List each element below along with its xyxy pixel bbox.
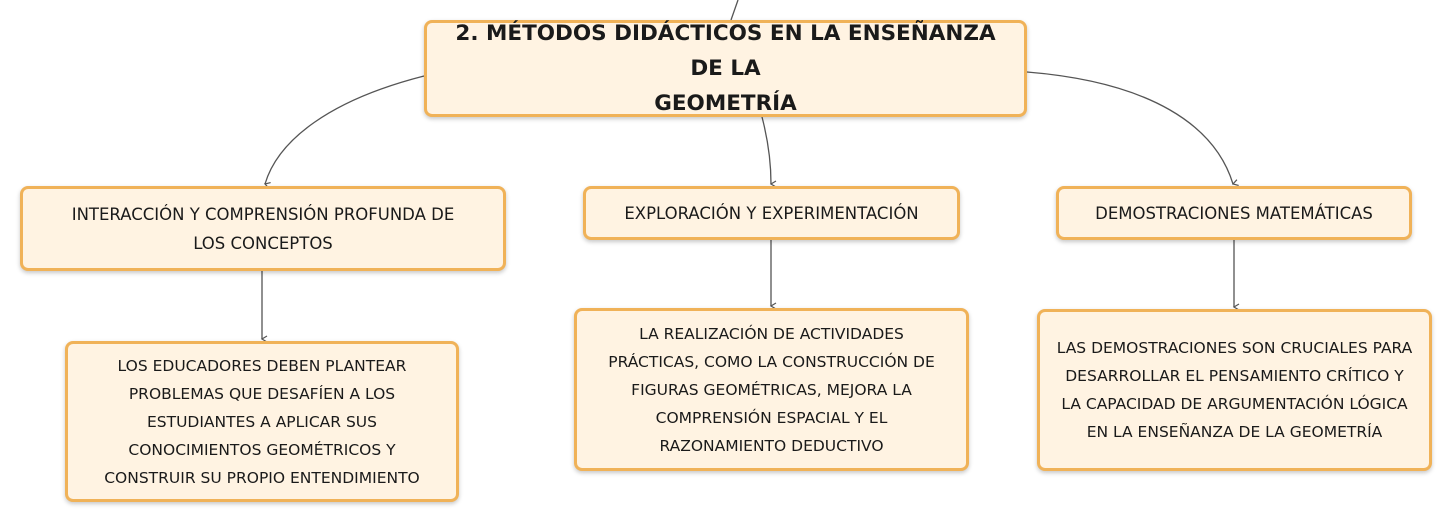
detail-text-line: ESTUDIANTES A APLICAR SUS <box>146 412 377 431</box>
detail-text-line: CONOCIMIENTOS GEOMÉTRICOS Y <box>128 440 396 459</box>
detail-text-line: CONSTRUIR SU PROPIO ENTENDIMIENTO <box>104 468 420 487</box>
detail-text-line: COMPRENSIÓN ESPACIAL Y EL <box>655 408 888 427</box>
connector-root-branch-1 <box>265 76 424 184</box>
root-title-line-2: GEOMETRÍA <box>654 91 797 116</box>
detail-text-line: DESARROLLAR EL PENSAMIENTO CRÍTICO Y <box>1065 367 1404 385</box>
branch-label-line: DEMOSTRACIONES MATEMÁTICAS <box>1095 203 1373 223</box>
detail-node-demostraciones[interactable] <box>1037 309 1432 471</box>
detail-text-line: PROBLEMAS QUE DESAFÍEN A LOS <box>128 384 396 403</box>
branch-label-line: INTERACCIÓN Y COMPRENSIÓN PROFUNDA DE <box>71 204 455 224</box>
branch-node-demostraciones[interactable] <box>1056 186 1412 240</box>
detail-text-line: EN LA ENSEÑANZA DE LA GEOMETRÍA <box>1086 423 1383 441</box>
root-topic-node[interactable] <box>424 20 1027 117</box>
branch-node-exploracion[interactable] <box>583 186 960 240</box>
detail-text-line: LA REALIZACIÓN DE ACTIVIDADES <box>639 324 904 343</box>
connector-root-branch-3 <box>1027 72 1233 184</box>
branch-node-interaccion[interactable] <box>20 186 506 271</box>
detail-text-line: LA CAPACIDAD DE ARGUMENTACIÓN LÓGICA <box>1061 395 1408 413</box>
detail-node-exploracion[interactable] <box>574 308 969 471</box>
detail-text-line: LOS EDUCADORES DEBEN PLANTEAR <box>117 356 407 375</box>
connector-root-branch-2 <box>762 117 771 184</box>
detail-node-interaccion[interactable] <box>65 341 459 502</box>
detail-text-line: PRÁCTICAS, COMO LA CONSTRUCCIÓN DE <box>608 352 935 371</box>
branch-label-line: LOS CONCEPTOS <box>193 233 333 253</box>
branch-label-line: EXPLORACIÓN Y EXPERIMENTACIÓN <box>624 203 919 223</box>
detail-text-line: FIGURAS GEOMÉTRICAS, MEJORA LA <box>631 380 912 399</box>
detail-text-line: LAS DEMOSTRACIONES SON CRUCIALES PARA <box>1056 339 1413 357</box>
detail-text-line: RAZONAMIENTO DEDUCTIVO <box>659 436 884 455</box>
root-title-line-1: 2. MÉTODOS DIDÁCTICOS EN LA ENSEÑANZA DE LA <box>455 21 996 81</box>
